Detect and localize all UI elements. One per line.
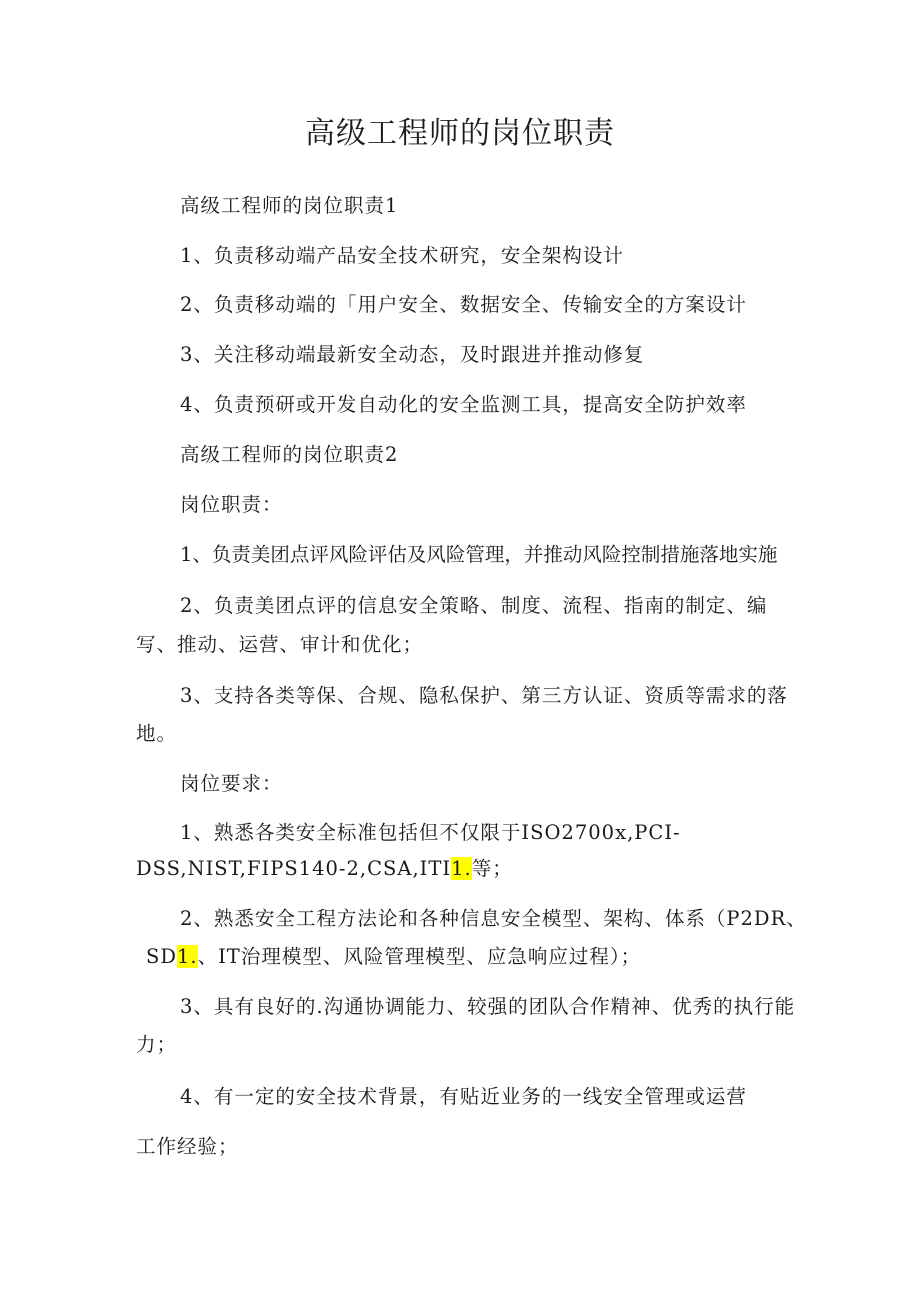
duty-2-line-1: 2、负责美团点评的信息安全策略、制度、流程、指南的制定、编 xyxy=(180,594,768,617)
section1-item-3: 3、关注移动端最新安全动态，及时跟进并推动修复 xyxy=(180,343,645,366)
req-1-text-post: 等； xyxy=(471,857,513,880)
req-3-line-2: 力； xyxy=(136,1033,178,1056)
req-2-text-post: 、IT治理模型、风险管理模型、应急响应过程）； xyxy=(197,945,642,968)
section1-item-4: 4、负责预研或开发自动化的安全监测工具，提高安全防护效率 xyxy=(180,393,747,416)
section1-item-1: 1、负责移动端产品安全技术研究，安全架构设计 xyxy=(180,244,624,267)
req-3-line-1: 3、具有良好的.沟通协调能力、较强的团队合作精神、优秀的执行能 xyxy=(180,995,796,1018)
duties-label: 岗位职责： xyxy=(180,493,283,516)
section1-heading: 高级工程师的岗位职责1 xyxy=(180,194,399,217)
req-2-line-2 xyxy=(146,942,641,972)
req-4-line-1: 4、有一定的安全技术背景，有贴近业务的一线安全管理或运营 xyxy=(180,1085,747,1108)
requirements-label: 岗位要求： xyxy=(180,772,283,795)
req-1-line-2 xyxy=(136,854,513,884)
req-2-line-1: 2、熟悉安全工程方法论和各种信息安全模型、架构、体系（P2DR、 xyxy=(180,907,807,930)
document-title: 高级工程师的岗位职责 xyxy=(305,116,615,151)
highlighted-text: 1. xyxy=(177,945,198,968)
highlighted-text: 1. xyxy=(451,857,472,880)
duty-3-line-1: 3、支持各类等保、合规、隐私保护、第三方认证、资质等需求的落 xyxy=(180,684,788,707)
req-1-text-pre: DSS,NIST,FIPS140-2,CSA,ITI xyxy=(136,857,452,880)
duty-3-line-2: 地。 xyxy=(136,722,178,745)
section1-item-2: 2、负责移动端的「用户安全、数据安全、传输安全的方案设计 xyxy=(180,293,747,316)
req-4-line-2: 工作经验； xyxy=(136,1135,239,1158)
duty-2-line-2: 写、推动、运营、审计和优化； xyxy=(136,633,424,656)
req-1-line-1: 1、熟悉各类安全标准包括但不仅限于ISO2700x,PCI- xyxy=(180,821,681,844)
req-2-text-pre: SD xyxy=(146,945,177,968)
section2-heading: 高级工程师的岗位职责2 xyxy=(180,443,399,466)
duty-1: 1、负责美团点评风险评估及风险管理，并推动风险控制措施落地实施 xyxy=(180,543,778,566)
